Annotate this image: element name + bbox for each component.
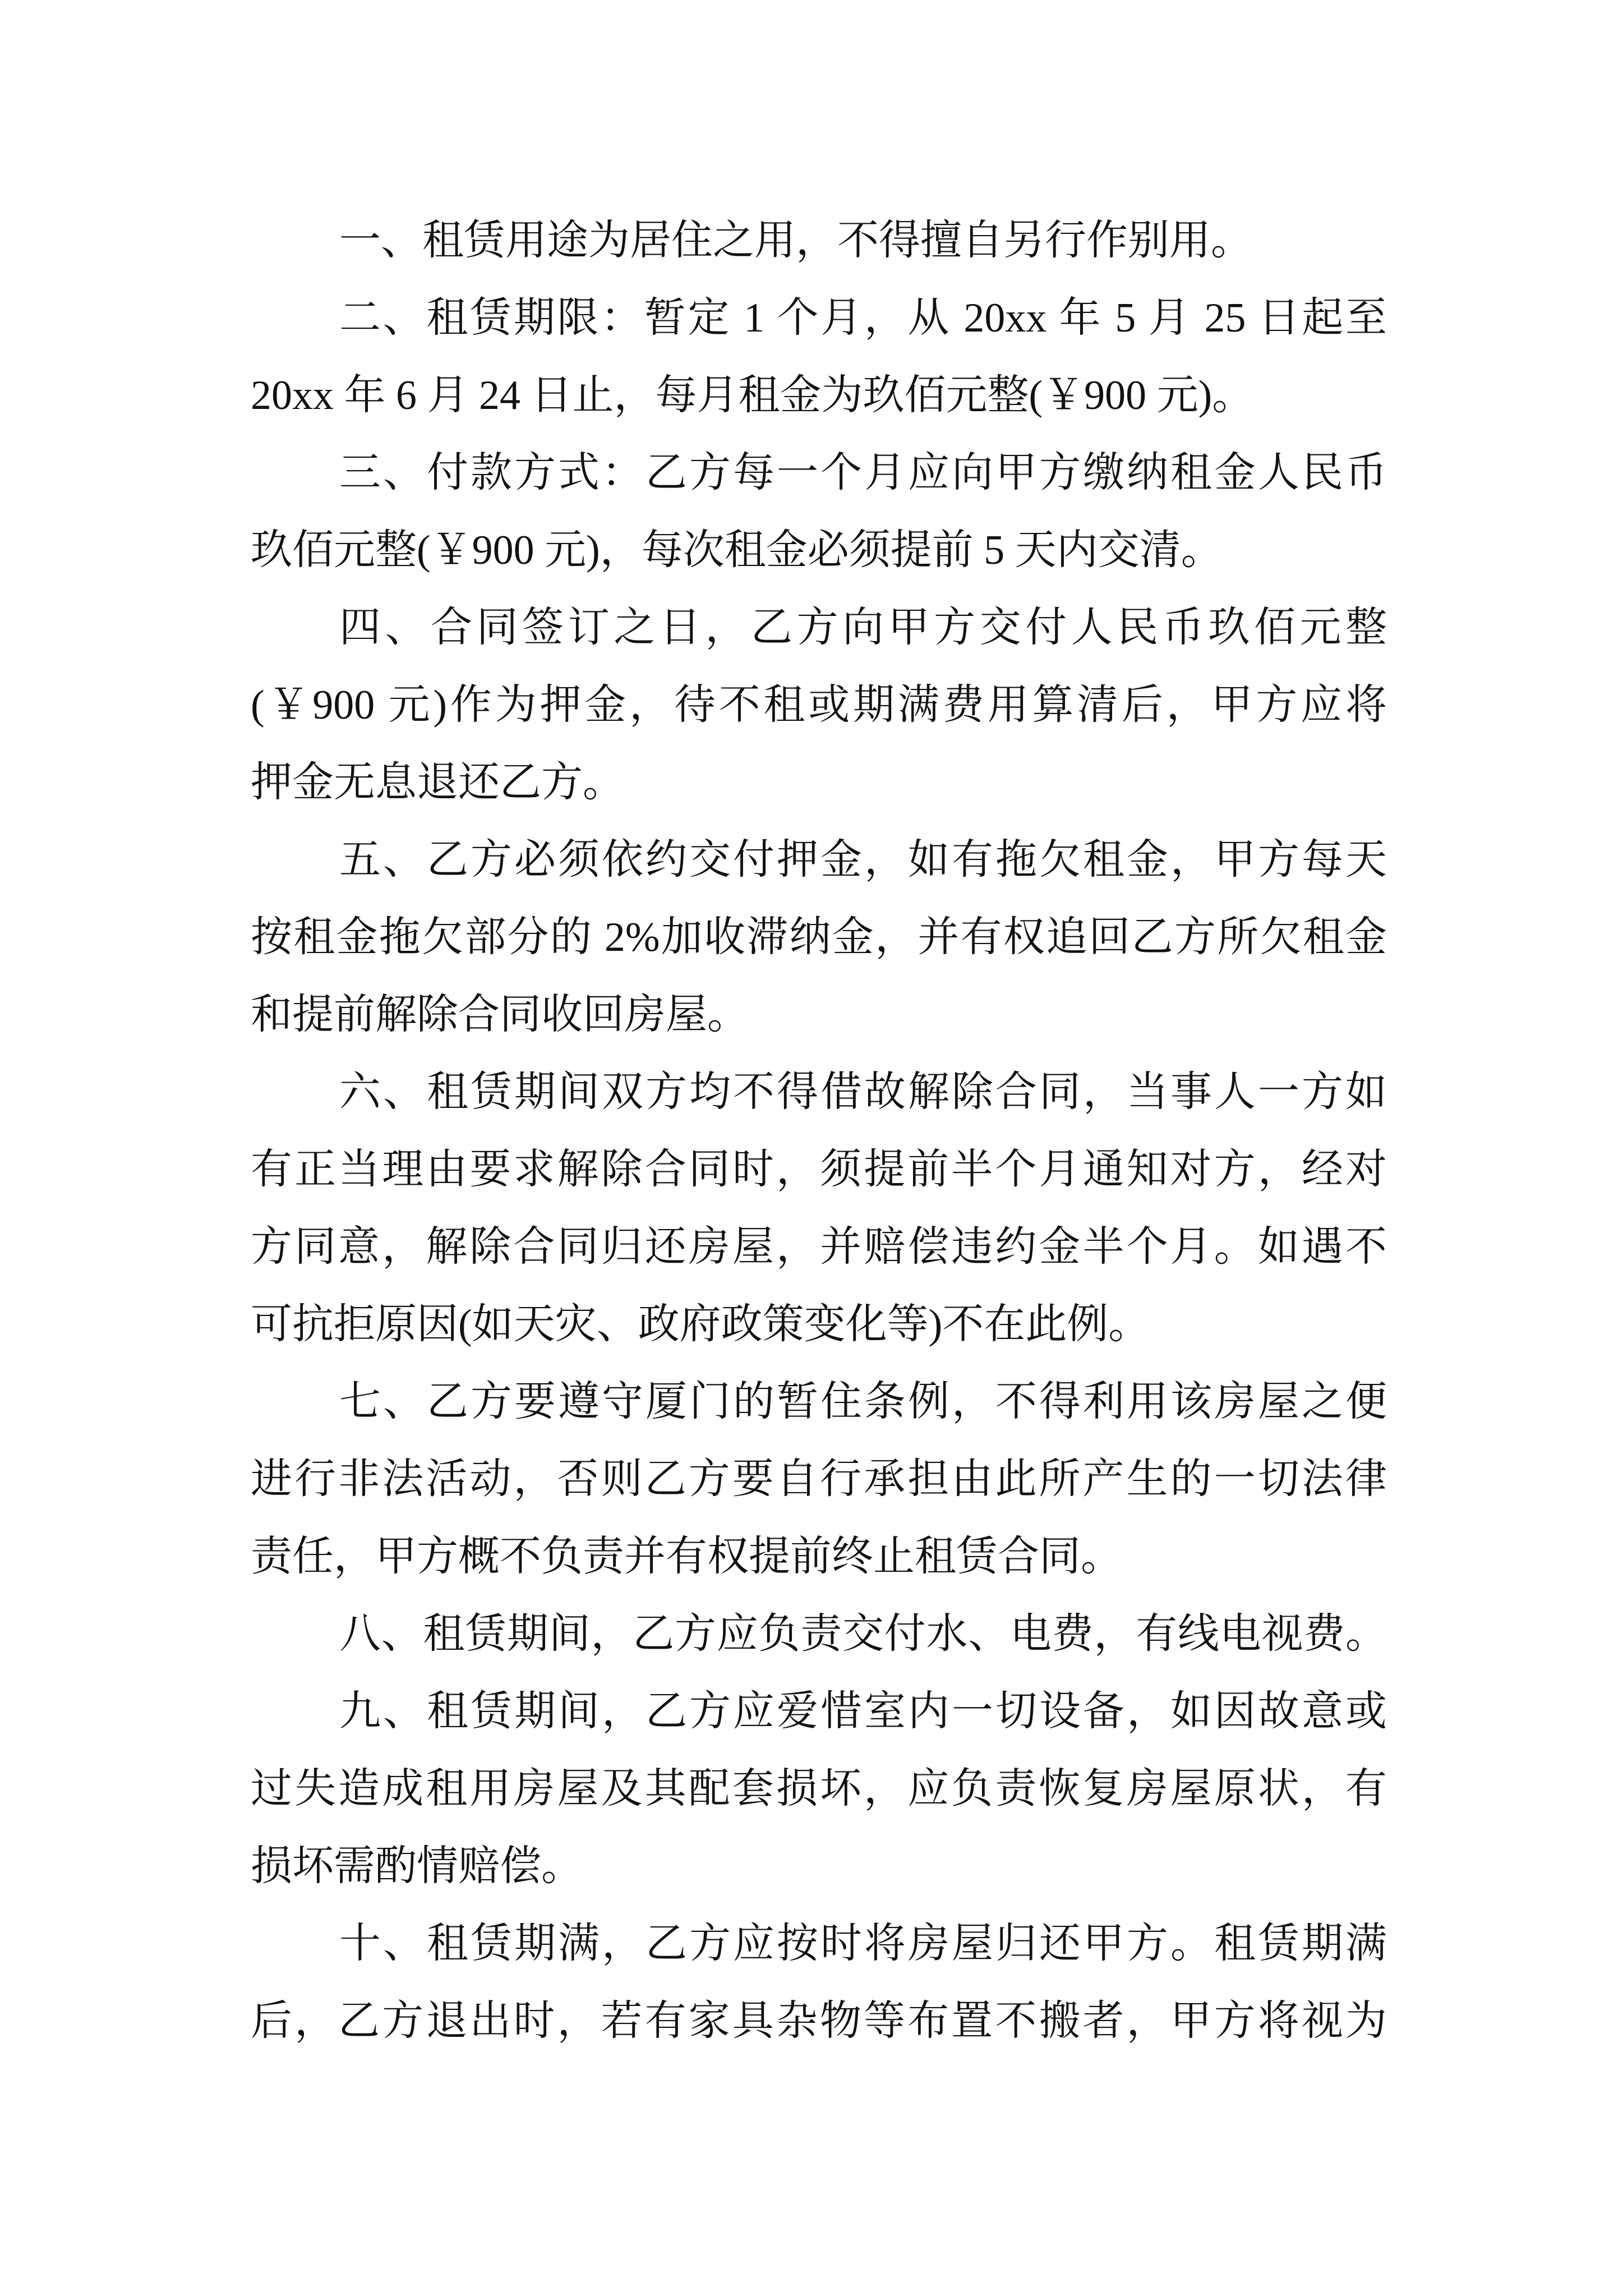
paragraph-line: 七、乙方要遵守厦门的暂住条例，不得利用该房屋之便 [339,1379,1387,1425]
clause-paragraph [251,279,1387,434]
clause-paragraph [251,202,1387,279]
document-body [251,202,1387,2060]
paragraph-line: 责任，甲方概不负责并有权提前终止租赁合同。 [251,1534,1122,1580]
clause-paragraph [251,434,1387,589]
paragraph-line: 20xx 年 6 月 24 日止，每月租金为玖佰元整(￥900 元)。 [251,372,1254,418]
paragraph-line: 有正当理由要求解除合同时，须提前半个月通知对方，经对 [251,1147,1387,1193]
paragraph-line: 三、付款方式：乙方每一个月应向甲方缴纳租金人民币 [339,450,1387,496]
paragraph-line: 方同意，解除合同归还房屋，并赔偿违约金半个月。如遇不 [251,1224,1387,1270]
paragraph-line: 按租金拖欠部分的 2%加收滞纳金，并有权追回乙方所欠租金 [251,914,1387,960]
paragraph-line: 后，乙方退出时，若有家具杂物等布置不搬者，甲方将视为 [251,1998,1387,2044]
clause-paragraph [251,1053,1387,1363]
paragraph-line: 玖佰元整(￥900 元)，每次租金必须提前 5 天内交清。 [251,527,1223,573]
paragraph-line: 可抗拒原因(如天灾、政府政策变化等)不在此例。 [251,1301,1150,1347]
paragraph-line: (￥900 元)作为押金，待不租或期满费用算清后，甲方应将 [251,682,1387,728]
paragraph-line: 损坏需酌情赔偿。 [251,1843,583,1889]
paragraph-line: 一、租赁用途为居住之用，不得擅自另行作别用。 [339,218,1252,264]
clause-paragraph [251,1595,1387,1673]
paragraph-line: 和提前解除合同收回房屋。 [251,992,749,1038]
paragraph-line: 过失造成租用房屋及其配套损坏，应负责恢复房屋原状，有 [251,1766,1387,1812]
paragraph-line: 九、租赁期间，乙方应爱惜室内一切设备，如因故意或 [339,1688,1387,1734]
clause-paragraph [251,821,1387,1053]
clause-paragraph [251,1673,1387,1905]
paragraph-line: 押金无息退还乙方。 [251,760,624,806]
paragraph-line: 四、合同签订之日，乙方向甲方交付人民币玖佰元整 [339,605,1387,651]
paragraph-line: 六、租赁期间双方均不得借故解除合同，当事人一方如 [339,1069,1387,1115]
paragraph-line: 十、租赁期满，乙方应按时将房屋归还甲方。租赁期满 [339,1921,1387,1967]
paragraph-line: 进行非法活动，否则乙方要自行承担由此所产生的一切法律 [251,1456,1387,1502]
paragraph-line: 二、租赁期限：暂定 1 个月，从 20xx 年 5 月 25 日起至 [339,295,1387,341]
clause-paragraph [251,1363,1387,1595]
clause-paragraph [251,1905,1387,2060]
paragraph-line: 五、乙方必须依约交付押金，如有拖欠租金，甲方每天 [339,837,1387,883]
paragraph-line: 八、租赁期间，乙方应负责交付水、电费，有线电视费。 [339,1611,1387,1657]
clause-paragraph [251,589,1387,821]
